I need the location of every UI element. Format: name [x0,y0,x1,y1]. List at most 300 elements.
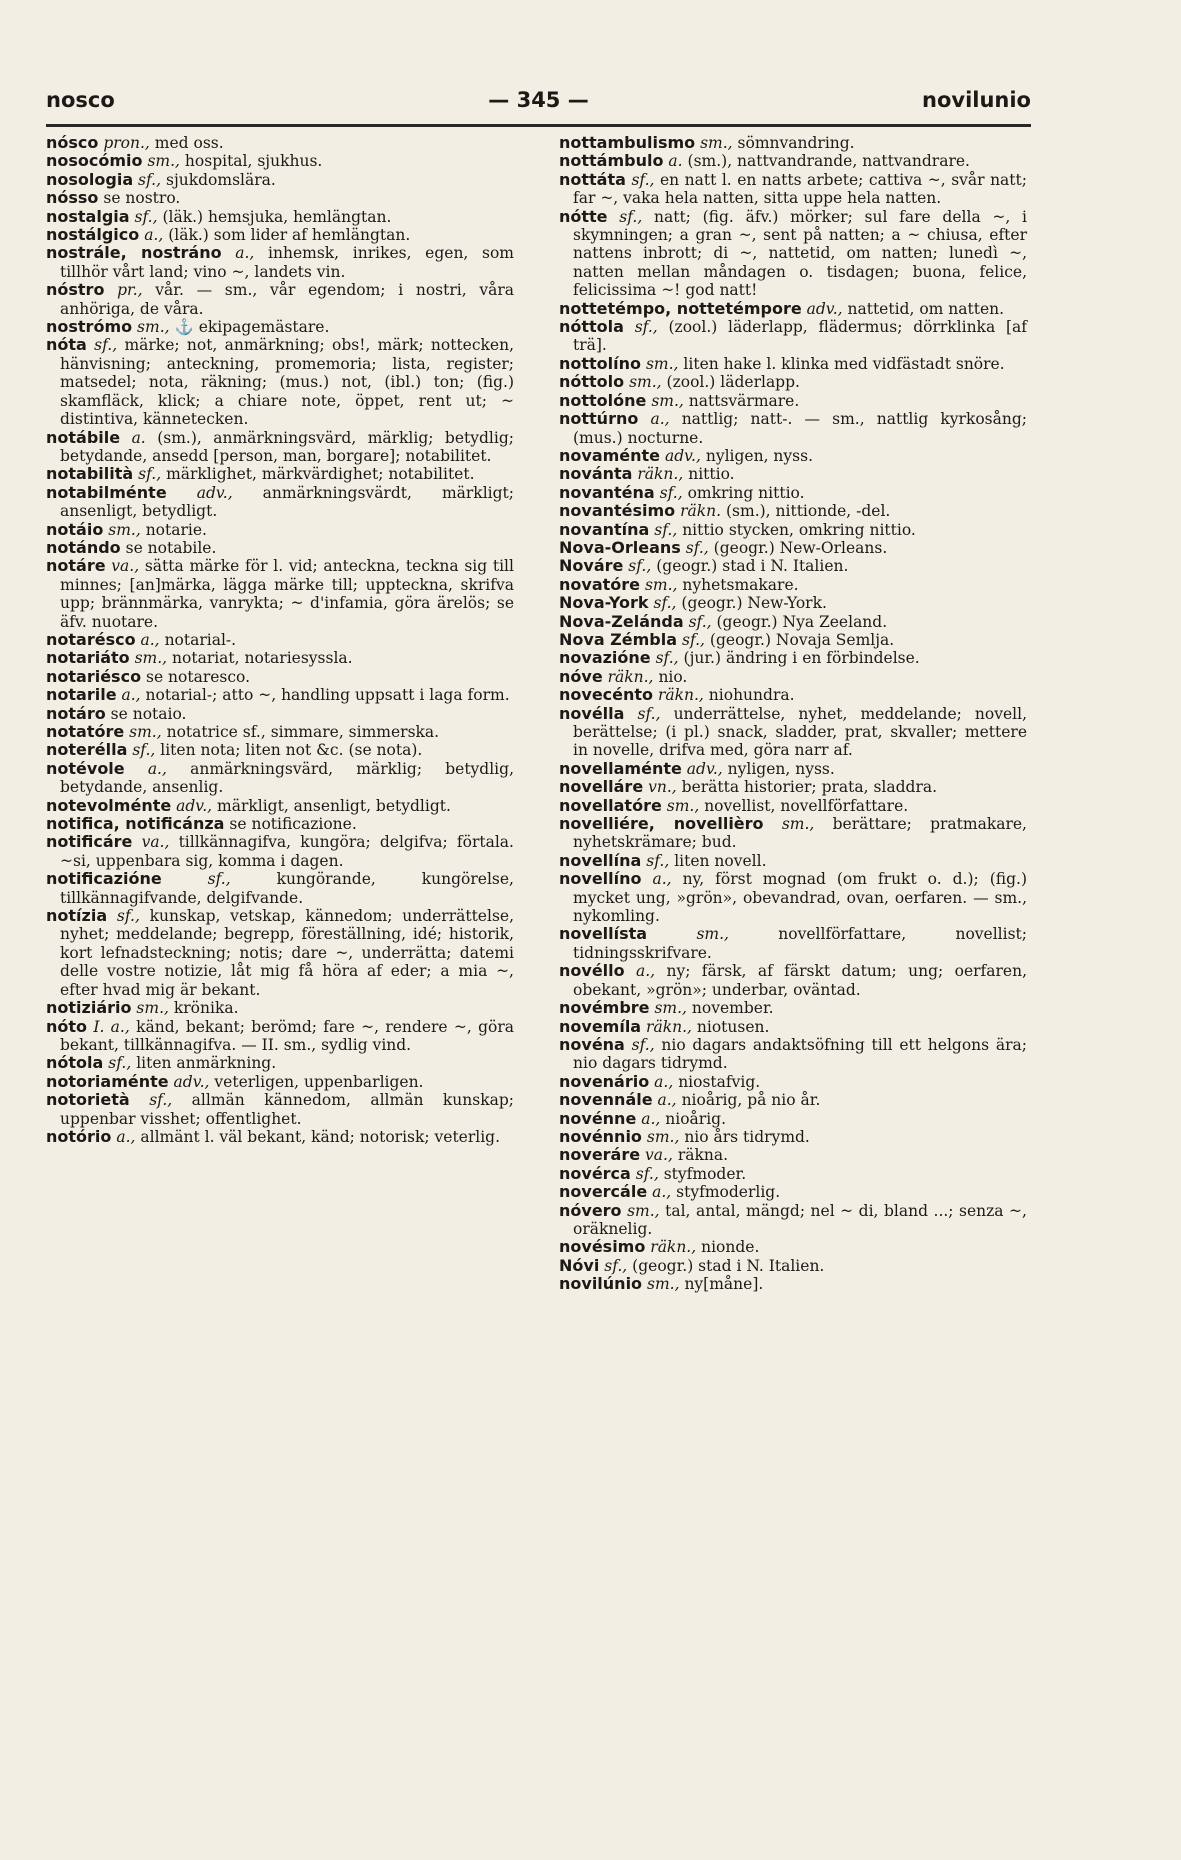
entry-definition: notariat, notariesyssla. [172,649,353,668]
entry-headword: novilúnio [559,1274,643,1294]
entry-grammar: sm., [629,373,662,392]
entry-headword: novaménte [559,445,661,465]
dictionary-entry [46,870,514,907]
entry-definition: sätta märke för l. vid; anteckna, teckna sig till minnes; [an]märka, lägga märke till; uppteckna, skrifva upp; brännmärka, vanrykta; ~ d'infamia, göra ärelös; se äfv. nuotare. [60,557,514,631]
dictionary-entry [46,1128,514,1146]
entry-headword: notabilità [46,464,134,484]
entry-headword: novelláre [559,777,644,797]
entry-definition: styfmoder. [663,1164,747,1183]
entry-grammar: va., [111,557,140,576]
entry-grammar: adv., [806,299,843,318]
entry-grammar: adv., [176,796,213,815]
entry-headword: nóve [559,666,603,686]
entry-definition: liten novell. [674,851,767,870]
entry-grammar: sf., [628,557,652,576]
entry-headword: novantésimo [559,501,676,521]
entry-definition: se notaresco. [146,667,251,686]
entry-definition: nattsvärmare. [688,391,800,410]
entry-grammar: sm., [666,796,700,815]
entry-definition: nittio. [688,465,735,484]
entry-grammar: sf., [631,170,655,189]
entry-grammar: sm., [136,999,169,1018]
entry-headword: nótte [559,206,608,226]
dictionary-entry [559,447,1027,465]
dictionary-entry [559,649,1027,667]
dictionary-entry [46,336,514,428]
entry-definition: märklighet, märkvärdighet; notabilitet. [166,465,475,484]
entry-definition: novellist, novellförfattare. [704,796,909,815]
entry-headword: nóto [46,1016,88,1036]
entry-definition: anmärkningsvärd, märklig; betydlig, betydande, ansenlig. [60,759,514,797]
entry-grammar: a., [641,1109,661,1128]
entry-definition: märke; not, anmärkning; obs!, märk; nottecken, hänvisning; anteckning, promemoria; lista, register; matsedel; nota, räkning; (mus.) not, (ibl.) ton; (fig.) skamfläck, klick; a chiare note, öppet, rent ut; ~ distintiva, kännetecken. [60,336,515,429]
entry-grammar: a., [144,226,164,245]
entry-headword: nóttolo [559,372,625,392]
entry-grammar: sf., [108,1054,132,1073]
entry-headword: novénnio [559,1126,642,1146]
dictionary-entry [559,1257,1027,1275]
dictionary-entry [559,1202,1027,1239]
entry-headword: nóvero [559,1200,622,1220]
entry-definition: ny[måne]. [684,1275,764,1294]
dictionary-entry [559,760,1027,778]
entry-grammar: sf., [646,851,670,870]
entry-grammar: a. [131,428,146,447]
dictionary-entry [46,171,514,189]
entry-headword: novellaménte [559,758,682,778]
entry-definition: nionde. [701,1238,760,1257]
entry-definition: niostafvig. [678,1072,761,1091]
entry-grammar: sm., [654,999,687,1018]
entry-grammar: sf., [138,465,162,484]
entry-grammar: I. a., [93,1017,130,1036]
entry-grammar: räkn., [607,667,654,686]
entry-grammar: sf., [604,1256,628,1275]
entry-definition: veterligen, uppenbarligen. [214,1072,424,1091]
dictionary-entry [46,668,514,686]
entry-definition: vår. — sm., vår egendom; i nostri, våra anhöriga, de våra. [60,281,514,318]
entry-headword: nóta [46,335,87,355]
header-last-word: novilunio [922,88,1031,112]
entry-definition: ny; färsk, af färskt datum; ung; oerfaren, obekant, »grön»; underbar, oväntad. [573,962,1027,999]
entry-definition: nio. [658,667,688,686]
dictionary-entry [559,870,1027,925]
entry-grammar: sf., [138,170,162,189]
dictionary-entry [46,705,514,723]
entry-definition: inhemsk, inrikes, egen, som tillhör vårt land; vino ~, landets vin. [60,244,515,281]
dictionary-entry [559,208,1027,300]
entry-definition: krönika. [173,999,239,1018]
entry-definition: hospital, sjukhus. [184,152,323,171]
entry-definition: berättare; pratmakare, nyhetskrämare; bud. [573,815,1027,852]
entry-grammar: a., [121,686,141,705]
entry-definition: ny, först mognad (om frukt o. d.); (fig.) mycket ung, »grön», obevandrad, ovan, oerfaren. — sm., nykomling. [573,870,1027,926]
dictionary-entry [559,1183,1027,1201]
dictionary-entry [46,152,514,170]
entry-definition: märkligt, ansenligt, betydligt. [217,796,451,815]
dictionary-entry [46,999,514,1017]
dictionary-entry [559,962,1027,999]
entry-grammar: a., [652,1183,672,1202]
entry-headword: Nóvi [559,1255,600,1275]
entry-headword: notorietà [46,1090,130,1110]
dictionary-entry [559,300,1027,318]
dictionary-entry [559,1275,1027,1293]
entry-headword: nottambulismo [559,133,696,152]
header-rule [46,124,1031,127]
dictionary-entry [46,134,514,152]
entry-headword: novánta [559,464,633,484]
entry-headword: notáro [46,703,106,723]
entry-headword: notório [46,1126,112,1146]
entry-grammar: sm., [134,649,168,668]
entry-definition: (geogr.) Nya Zeeland. [716,612,888,631]
entry-definition: se notabile. [125,538,217,557]
entry-definition: känd, bekant; berömd; fare ~, rendere ~, göra bekant, tillkännagifva. — II. sm., sydlig vind. [60,1017,514,1054]
entry-headword: nottolíno [559,353,642,373]
entry-definition: tal, antal, mängd; nel ~ di, bland ...; senza ~, oräknelig. [573,1201,1027,1238]
entry-definition: nattlig; natt-. — sm., nattlig kyrkosång; (mus.) nocturne. [573,410,1027,447]
entry-grammar: adv., [196,483,233,502]
entry-grammar: a., [657,1091,677,1110]
entry-headword: novélla [559,703,625,723]
entry-headword: notévole [46,758,125,778]
entry-headword: notifica, notificánza [46,814,225,834]
entry-grammar: sm., [700,134,733,152]
dictionary-entry [559,171,1027,208]
dictionary-entry [559,613,1027,631]
dictionary-entry [46,741,514,759]
entry-headword: nosologia [46,169,134,189]
entry-definition: se notificazione. [229,815,357,834]
entry-grammar: sf., [132,741,156,760]
entry-grammar: räkn. [680,502,722,521]
entry-definition: liten anmärkning. [136,1054,277,1073]
dictionary-entry [559,1091,1027,1109]
entry-grammar: va., [141,833,170,852]
dictionary-entry [46,281,514,318]
entry-grammar: sf., [94,336,118,355]
entry-definition: notarial-. [164,630,237,649]
dictionary-entry [46,1018,514,1055]
entry-grammar: a., [652,870,672,889]
entry-grammar: sf., [688,612,712,631]
entry-definition: berätta historier; prata, sladdra. [681,778,938,797]
entry-definition: med oss. [154,134,224,152]
entry-definition: omkring nittio. [687,483,805,502]
entry-headword: notariésco [46,666,142,686]
dictionary-entry [46,723,514,741]
entry-grammar: adv., [173,1072,210,1091]
dictionary-entry [559,557,1027,575]
dictionary-entry [46,318,514,336]
entry-definition: (geogr.) stad i N. Italien. [656,557,849,576]
entry-headword: Nova-York [559,593,649,613]
dictionary-entry [46,1054,514,1072]
entry-headword: novazióne [559,648,651,668]
entry-headword: nottámbulo [559,151,664,171]
entry-definition: (sm.), nattvandrande, nattvandrare. [687,152,970,171]
dictionary-entry [559,576,1027,594]
entry-definition: (läk.) som lider af hemlängtan. [168,226,411,245]
entry-headword: Nova-Orleans [559,537,681,557]
entry-headword: novanténa [559,482,655,502]
entry-headword: notáre [46,556,106,576]
dictionary-entry [46,208,514,226]
entry-headword: nósso [46,188,99,208]
dictionary-entry [559,1165,1027,1183]
entry-headword: nostálgico [46,225,140,245]
entry-headword: notándo [46,537,121,557]
entry-grammar: pron., [103,134,150,152]
dictionary-entry [46,521,514,539]
dictionary-entry [46,539,514,557]
entry-definition: nyligen, nyss. [705,446,814,465]
right-column [559,134,1027,1294]
entry-headword: nostrómo [46,317,133,337]
left-column [46,134,514,1146]
entry-grammar: sf., [134,207,158,226]
dictionary-entry [46,686,514,704]
dictionary-entry [559,410,1027,447]
entry-grammar: sm., [651,391,684,410]
dictionary-entry [46,226,514,244]
entry-grammar: a., [140,630,160,649]
entry-headword: novérca [559,1163,631,1183]
entry-definition: underrättelse, nyhet, meddelande; novell, berättelse; (i pl.) snack, sladder, prat, skvaller; mettere in novelle, drifva med, göra narr af. [573,704,1027,760]
entry-definition: sjukdomslära. [165,170,276,189]
entry-grammar: a., [147,759,167,778]
dictionary-entry [559,373,1027,391]
entry-grammar: sf., [654,520,678,539]
entry-headword: novatóre [559,574,640,594]
entry-headword: notiziário [46,998,132,1018]
entry-headword: nosocómio [46,151,143,171]
entry-headword: notificazióne [46,869,162,889]
entry-definition: kunskap, vetskap, kännedom; underrättelse, nyhet; meddelande; begrepp, föreställning, idé; historik, kort lefnadsteckning; notis; dare ~, underrätta; datemi delle vostre notizie, låt mig få höra af eder; a mia ~, efter hvad mig är bekant. [60,907,514,999]
entry-definition: nyligen, nyss. [727,759,835,778]
dictionary-entry [559,1146,1027,1164]
dictionary-entry [46,484,514,521]
entry-definition: natt; (fig. äfv.) mörker; sul fare della ~, i skymningen; a gran ~, sent på natten; a ~ chiusa, efter nattens inbrott; di ~, nattetid, om natten; lunedì ~, natten mellan måndagen o. tisdagen; buona, felice, felicissima ~! god natt! [573,207,1027,300]
entry-definition: ⚓ ekipagemästare. [174,318,330,337]
entry-definition: (sm.), nittionde, -del. [726,502,891,521]
entry-definition: tillkännagifva, kungöra; delgifva; förtala. ~si, uppenbara sig, komma i dagen. [60,833,514,870]
entry-headword: novellíno [559,869,642,889]
entry-definition: en natt l. en natts arbete; cattiva ~, svår natt; far ~, vaka hela natten, sitta uppe hela natten. [573,170,1027,208]
entry-grammar: adv., [664,446,701,465]
dictionary-entry [559,705,1027,760]
dictionary-entry [559,465,1027,483]
entry-definition: nio års tidrymd. [684,1127,810,1146]
entry-headword: Nova Zémbla [559,629,678,649]
dictionary-entry [559,668,1027,686]
entry-headword: nóttola [559,317,624,337]
entry-headword: nottetémpo, nottetémpore [559,298,802,318]
entry-definition: (geogr.) Novaja Semlja. [709,630,895,649]
entry-grammar: sf., [619,207,643,226]
dictionary-entry [46,833,514,870]
entry-definition: notatrice sf., simmare, simmerska. [166,723,440,741]
entry-headword: notabilménte [46,482,167,502]
entry-headword: nostrále, nostráno [46,243,222,263]
entry-definition: kungörande, kungörelse, tillkännagifvande, delgifvande. [60,870,514,907]
entry-grammar: sf., [116,907,140,926]
dictionary-entry [46,429,514,466]
entry-headword: novéllo [559,961,625,981]
entry-grammar: sf., [653,594,677,613]
dictionary-entry [559,852,1027,870]
entry-grammar: a., [654,1072,674,1091]
entry-headword: notízia [46,906,108,926]
entry-headword: notarile [46,685,117,705]
entry-definition: novellförfattare, novellist; tidningsskrifvare. [573,925,1027,962]
entry-definition: anmärkningsvärdt, märkligt; ansenligt, betydligt. [60,483,514,521]
entry-grammar: adv., [686,759,723,778]
entry-definition: notarie. [145,520,207,539]
entry-definition: niohundra. [708,686,795,705]
dictionary-entry [559,392,1027,410]
dictionary-entry [559,797,1027,815]
entry-grammar: sm., [645,354,679,373]
dictionary-entry [559,355,1027,373]
entry-grammar: sm., [781,815,815,834]
entry-definition: se notaio. [110,704,187,723]
entry-headword: novémbre [559,998,650,1018]
entry-headword: nóstro [46,280,105,300]
entry-definition: november. [691,999,774,1018]
dictionary-entry [559,925,1027,962]
dictionary-entry [559,999,1027,1017]
dictionary-entry [559,815,1027,852]
page-header [46,88,1031,118]
entry-grammar: sm., [108,520,141,539]
dictionary-entry [559,1036,1027,1073]
entry-headword: nótola [46,1053,104,1073]
entry-headword: notoriaménte [46,1071,169,1091]
entry-definition: niotusen. [696,1017,770,1036]
entry-grammar: a., [636,962,656,981]
entry-headword: notificáre [46,832,133,852]
entry-grammar: sm., [644,575,678,594]
entry-headword: nottolóne [559,390,647,410]
entry-definition: nattetid, om natten. [847,299,1005,318]
dictionary-entry [559,686,1027,704]
entry-grammar: sf., [634,318,658,337]
dictionary-entry [559,318,1027,355]
entry-definition: notarial-; atto ~, handling uppsatt i laga form. [145,686,510,705]
entry-headword: nottúrno [559,409,639,429]
entry-definition: nyhetsmakare. [682,575,799,594]
entry-headword: notariáto [46,648,130,668]
dictionary-entry [46,244,514,281]
entry-grammar: sf., [655,649,679,668]
entry-headword: novennále [559,1090,653,1110]
entry-definition: (läk.) hemsjuka, hemlängtan. [162,207,392,226]
dictionary-entry [46,907,514,999]
dictionary-entry [46,1091,514,1128]
entry-headword: Nova-Zelánda [559,611,684,631]
dictionary-entry [559,778,1027,796]
dictionary-entry [559,134,1027,152]
entry-headword: nottáta [559,169,626,189]
entry-definition: allmänt l. väl bekant, känd; notorisk; veterlig. [140,1127,501,1146]
entry-headword: notarésco [46,629,136,649]
dictionary-entry [46,797,514,815]
dictionary-entry [559,1128,1027,1146]
entry-headword: novénne [559,1108,637,1128]
entry-headword: novantína [559,519,650,539]
entry-grammar: a., [235,244,255,263]
entry-definition: nio dagars andaktsöfning till ett helgons ära; nio dagars tidrymd. [573,1035,1027,1073]
entry-grammar: sm., [627,1201,660,1220]
entry-grammar: sf., [207,870,231,889]
entry-headword: novemíla [559,1016,642,1036]
entry-definition: (jur.) ändring i en förbindelse. [683,649,920,668]
entry-headword: noveráre [559,1145,641,1165]
entry-definition: (geogr.) New-York. [681,594,827,613]
entry-grammar: sf., [685,538,709,557]
entry-grammar: sf., [631,1035,655,1054]
entry-grammar: vn., [648,778,677,797]
entry-headword: novelliére, novellièro [559,814,764,834]
entry-grammar: a. [668,152,683,171]
entry-headword: notevolménte [46,795,172,815]
entry-definition: räkna. [677,1146,729,1165]
header-first-word: nosco [46,88,115,112]
entry-headword: novenário [559,1071,650,1091]
entry-grammar: sf., [659,483,683,502]
dictionary-entry [559,502,1027,520]
entry-headword: novecénto [559,685,654,705]
entry-definition: liten nota; liten not &c. (se nota). [160,741,423,760]
entry-headword: novésimo [559,1237,646,1257]
entry-definition: liten hake l. klinka med vidfästadt snöre. [683,354,1005,373]
entry-headword: novercále [559,1182,648,1202]
entry-grammar: a., [116,1127,136,1146]
entry-definition: nioårig, på nio år. [681,1091,821,1110]
entry-definition: (zool.) läderlapp, flädermus; dörrklinka [af trä]. [573,318,1027,355]
entry-definition: sömnvandring. [737,134,855,152]
dictionary-entry [559,594,1027,612]
entry-grammar: sm., [646,1275,680,1294]
dictionary-entry [559,539,1027,557]
dictionary-entry [46,557,514,631]
dictionary-entry [46,1073,514,1091]
entry-definition: (geogr.) New-Orleans. [713,538,888,557]
dictionary-entry [559,484,1027,502]
entry-headword: noterélla [46,740,128,760]
dictionary-entry [46,189,514,207]
entry-headword: nósco [46,133,99,152]
dictionary-entry [46,465,514,483]
entry-grammar: sm., [646,1127,680,1146]
entry-definition: se nostro. [103,189,181,208]
entry-definition: nioårig. [665,1109,727,1128]
entry-headword: notáio [46,519,104,539]
dictionary-entry [46,631,514,649]
entry-definition: (geogr.) stad i N. Italien. [632,1256,825,1275]
entry-headword: Nováre [559,556,624,576]
entry-grammar: sm., [129,723,162,741]
entry-headword: notábile [46,427,121,447]
entry-grammar: pr., [117,281,143,300]
dictionary-entry [559,1238,1027,1256]
entry-headword: novellína [559,850,642,870]
entry-headword: notatóre [46,722,125,741]
dictionary-entry [559,521,1027,539]
entry-grammar: sm., [137,318,170,337]
